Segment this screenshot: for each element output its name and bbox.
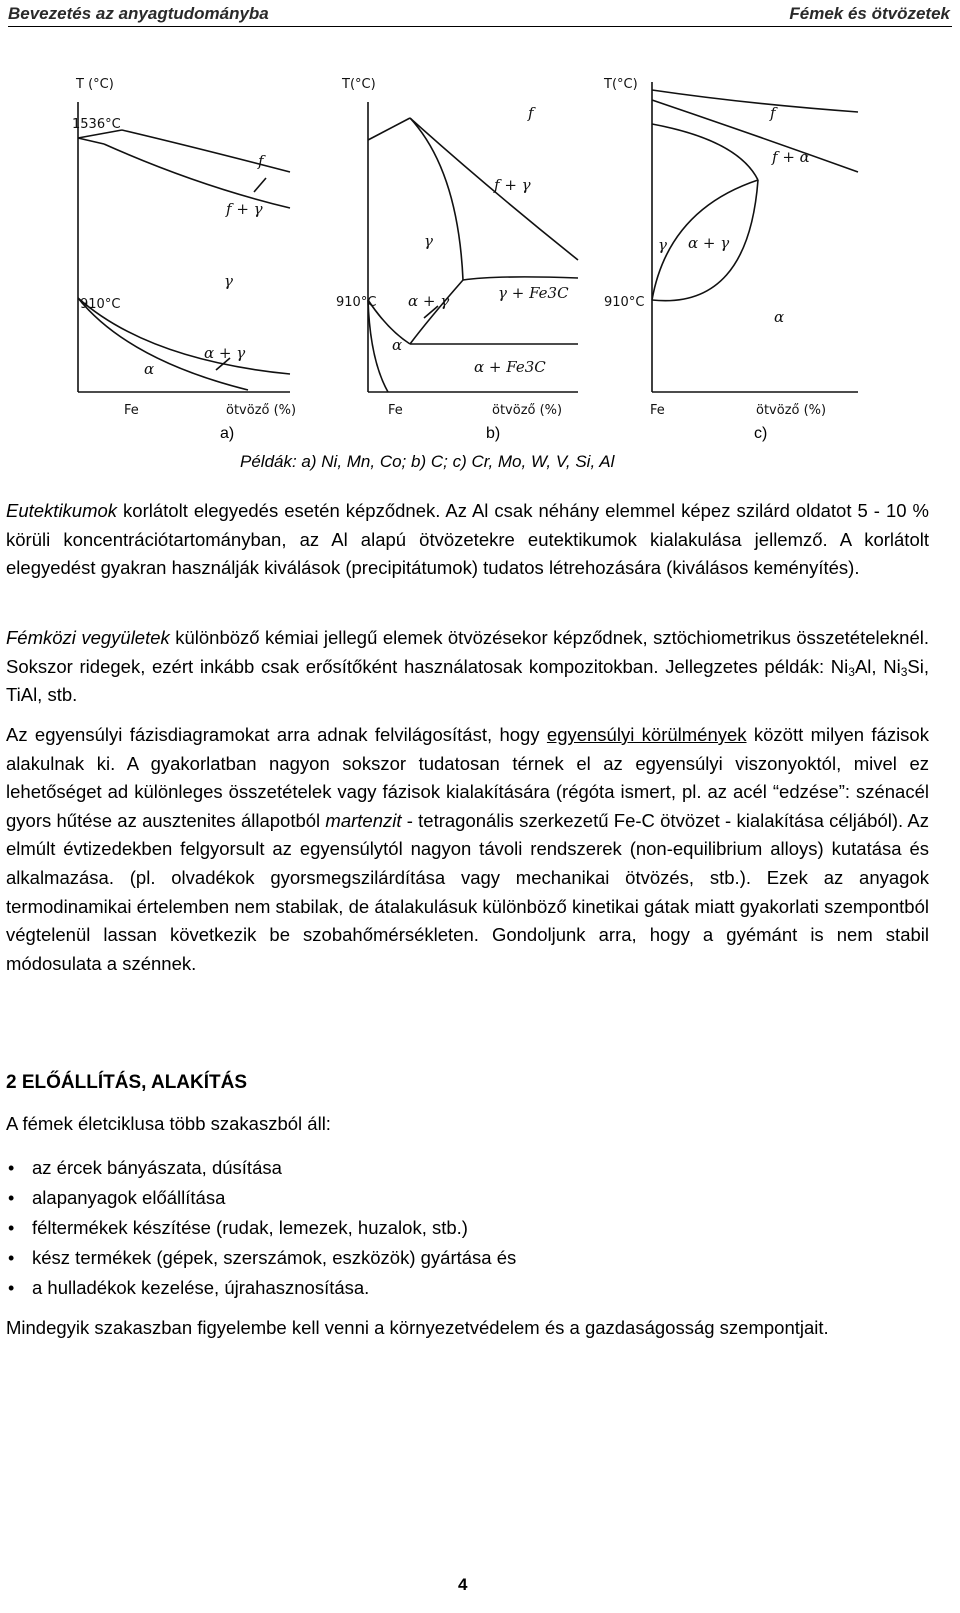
panel-b-label: b) [486, 425, 501, 442]
term-intermetallics: Fémközi vegyületek [6, 627, 170, 648]
example-ni3si-a: Ni [883, 655, 901, 677]
panel-a-region-f-gamma: f + γ [226, 200, 263, 218]
figure-caption: Példák: a) Ni, Mn, Co; b) C; c) Cr, Mo, W, V, Si, Al [240, 452, 615, 471]
list-item: • alapanyagok előállítása [6, 1183, 516, 1213]
paragraph-eutectics-text: korlátolt elegyedés esetén képződnek. Az Al csak néhány elemmel képez szilárd oldatot 5 - 10 % körüli koncentrációtartományban, az Al alapú ötvözetekre eutektikumok kialakulása jellemző. A korlátolt elegyedést gyakran használják kiválások (precipitátumok) tudatos létrehozására (kiválásos keményítés). [6, 500, 929, 579]
list-item: • kész termékek (gépek, szerszámok, eszközök) gyártása és [6, 1243, 516, 1273]
panel-c-gamma-loop-top [652, 124, 758, 180]
panel-a-x-axis-label: ötvöző (%) [226, 403, 297, 418]
panel-b-region-gamma: γ [424, 232, 433, 250]
list-item: • az ércek bányászata, dúsítása [6, 1153, 516, 1183]
panel-a-t-mid-label: 910°C [80, 297, 121, 312]
panel-b-acm-line [410, 280, 463, 344]
panel-a-liquidus [122, 130, 290, 172]
panel-b-region-alpha: α [392, 336, 403, 354]
panel-c-region-f-alpha: f + α [772, 148, 810, 166]
paragraph-intermetallics-text: különböző kémiai jellegű elemek ötvözésekor képződnek, sztöchiometrikus összetételeknél. Sokszor ridegek, ezért inkább csak erősítőként használatosak kompozitokban. Jellegzetes példák: [6, 627, 929, 677]
panel-a-region-alpha: α [144, 360, 155, 378]
header-right-title: Fémek és ötvözetek [789, 4, 950, 23]
panel-c-t-axis-label: T(°C) [604, 77, 638, 92]
list-item: • a hulladékok kezelése, újrahasznosítása. [6, 1273, 516, 1303]
panel-a-region-f: f [258, 152, 264, 170]
paragraph-equilibrium [6, 721, 929, 978]
panel-c-region-alpha: α [774, 308, 785, 326]
panel-c-base-label: Fe [650, 403, 665, 418]
panel-c-t-mid-label: 910°C [604, 295, 645, 310]
panel-b-region-alpha-gamma: α + γ [408, 292, 450, 310]
panel-c-solidus [652, 100, 858, 172]
panel-b-region-f: f [528, 104, 534, 122]
phase-diagrams-svg [58, 60, 898, 460]
panel-c-region-gamma: γ [658, 236, 667, 254]
panel-c-diagram [652, 82, 858, 392]
example-ni3si-sub: 3 [900, 664, 908, 679]
panel-b-base-label: Fe [388, 403, 403, 418]
section-heading: 2 ELŐÁLLÍTÁS, ALAKÍTÁS [6, 1072, 248, 1093]
paragraph-equilibrium-text-c: - tetragonális szerkezetű Fe-C ötvözet - kialakítása céljából). Az elmúlt évtizedekben felgyorsult az egyensúlytól nagyon távoli rendszerek (non-equilibrium alloys) kutatása és alkalmazása. (pl. olvadékok gyorsmegszilárdítása vagy mechanikai ötvözés, stb.). Ezek az anyagok termodinamikai értelemben nem stabilak, de átalakulásuk különböző kinetikai gátak miatt gyakorlati szempontból végtelenül lassan következik be szobahőmérsékleten. Gondoljunk arra, hogy a gyémánt is nem stabil módosulata a szénnek. [6, 809, 929, 974]
panel-b-x-axis-label: ötvöző (%) [492, 403, 563, 418]
section-intro: A fémek életciklusa több szakaszból áll: [6, 1113, 331, 1134]
header-left-title: Bevezetés az anyagtudományba [8, 4, 269, 23]
page-number: 4 [458, 1575, 468, 1594]
panel-a-region-gamma: γ [224, 272, 233, 290]
lifecycle-list [6, 1153, 516, 1303]
panel-b-eutectic [463, 277, 578, 280]
panel-c-region-alpha-gamma: α + γ [688, 234, 730, 252]
panel-c-label: c) [754, 425, 768, 442]
panel-a-base-label: Fe [124, 403, 139, 418]
panel-c-region-f: f [770, 104, 776, 122]
panel-b-region-gamma-fe3c: γ + Fe3C [498, 284, 569, 302]
closing-paragraph: Mindegyik szakaszban figyelembe kell venni a környezetvédelem és a gazdaságosság szempontjait. [6, 1317, 829, 1338]
phase-diagram-figure [58, 60, 898, 460]
panel-b-region-alpha-fe3c: α + Fe3C [474, 358, 546, 376]
example-ni3si-b: Si, TiAl, stb. [6, 655, 929, 706]
panel-c-x-axis-label: ötvöző (%) [756, 403, 827, 418]
page-header [8, 2, 952, 27]
term-equilibrium-conditions: egyensúlyi körülmények [546, 724, 747, 745]
panel-b-t-axis-label: T(°C) [342, 77, 376, 92]
panel-a-t-axis-label: T (°C) [76, 77, 114, 92]
paragraph-equilibrium-text-b: között milyen fázisok alakulnak ki. A gyakorlatban nagyon sokszor tudatosan térnek el az egyensúlyi viszonyoktól, mivel ez lehetőséget ad különleges összetételek vagy fázisok kialakítására (régóta ismert, pl. az acél “edzése”: szénacél gyors hűtése az ausztenites állapotból [6, 724, 929, 831]
panel-a-region-alpha-gamma: α + γ [204, 344, 246, 362]
panel-c-liquidus [652, 90, 858, 112]
panel-a-diagram [78, 102, 290, 392]
list-item: • féltermékek készítése (rudak, lemezek, huzalok, stb.) [6, 1213, 516, 1243]
example-ni3al-b: Al, [854, 655, 884, 677]
term-martensite: martenzit [325, 809, 402, 831]
example-ni3al-a: Ni [830, 655, 849, 677]
term-eutectics: Eutektikumok [6, 500, 118, 521]
example-ni3al-sub: 3 [848, 664, 855, 679]
paragraph-intermetallics [6, 624, 929, 710]
panel-a-label: a) [220, 425, 235, 442]
paragraph-eutectics [6, 497, 929, 583]
panel-b-t-mid-label: 910°C [336, 295, 377, 310]
panel-a-t-top-label: 1536°C [72, 117, 121, 132]
panel-b-region-f-gamma: f + γ [494, 176, 531, 194]
paragraph-equilibrium-text-a: Az egyensúlyi fázisdiagramokat arra adnak felvilágosítást, hogy [6, 724, 547, 745]
